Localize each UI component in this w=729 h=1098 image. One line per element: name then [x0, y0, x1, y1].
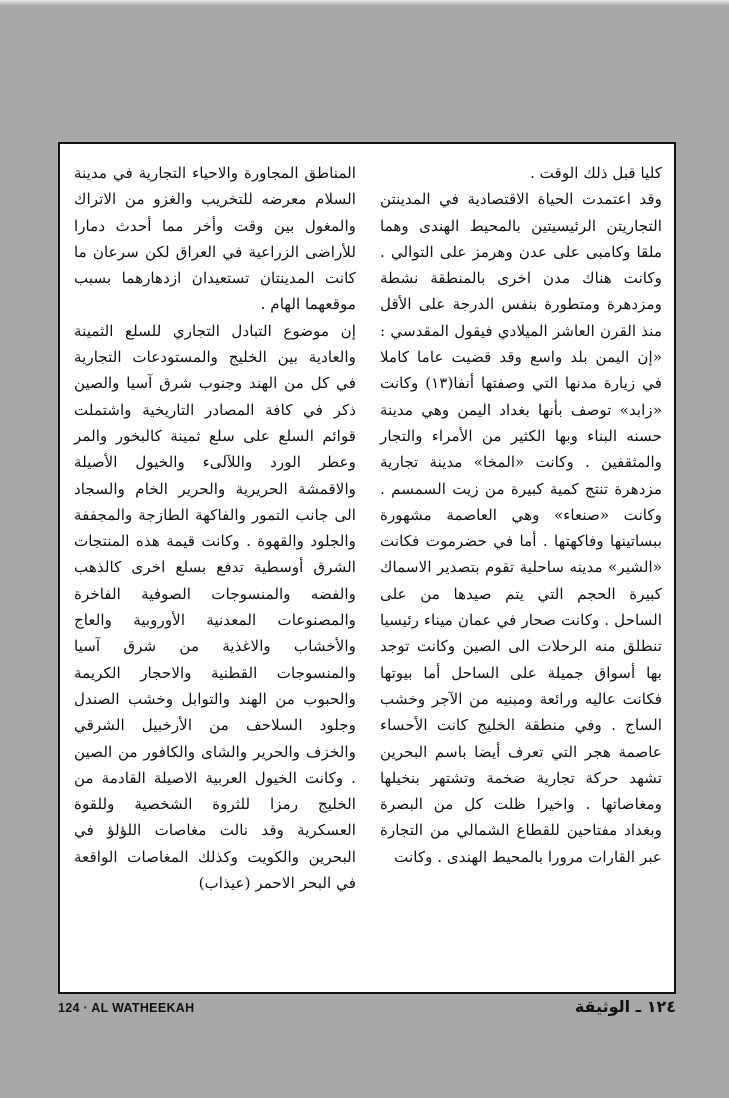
paragraph: المناطق المجاورة والاحياء التجارية في مدينة السلام معرضه للتخريب والغزو من الاتراك والمغول بين وقت وأخر مما أحدث دمارا للأراضى الزراعية في العراق لكن سرعان ما كانت المدينتان تستعيدان ازدهارهما بسبب موقعهما الهام .: [74, 164, 356, 314]
right-text-column: [380, 160, 662, 870]
scan-background: [0, 0, 729, 6]
paragraph: وقد اعتمدت الحياة الاقتصادية في المدينتن التجاريتن الرئيسيتين بالمحيط الهندى وهما ملقا وكامبى على عدن وهرمز على التوالي . وكانت هناك مدن اخرى بالمنطقة نشطة ومزدهرة ومتطورة بنفس الدرجة على الأقل منذ القرن العاشر الميلادي فيقول المقدسي : «إن اليمن بلد واسع وقد قضيت عاما كاملا في زيارة مدنها التي وصفتها أنفا(١٣) وكانت «زابد» توصف بأنها بغداد اليمن وهي مدينة حسنه البناء وبها الكثير من الأمراء والتجار والمثقفين . وكانت «المخا» مدينة تجارية مزدهرة تنتج كمية كبيرة من زيت السمسم . وكانت «صنعاء» وهي العاصمة مشهورة ببساتينها وفاكهتها . أما في حضرموت فكانت «الشير» مدينه ساحلية تقوم بتصدير الاسماك كبيرة الحجم التي يتم صيدها من على الساحل . وكانت صحار في عمان ميناء رئيسيا تنطلق منه الرحلات الى الصين وكانت توجد بها أسواق جميلة على الساحل أما بيوتها فكانت عاليه ورائعة ومبنيه من الآجر وخشب الساج . وفي منطقة الخليج كانت الأحساء عاصمة هجر التي تعرف أيضا باسم البحرين تشهد حركة تجارية ضخمة وتشتهر بنخيلها ومغاصاتها . واخيرا ظلت كل من البصرة وبغداد مفتاحين للقطاع الشمالي من التجارة عبر القارات مرورا بالمحيط الهندى . وكانت: [380, 190, 662, 866]
left-text-column: [74, 160, 356, 896]
article-page: [58, 142, 676, 994]
paragraph: إن موضوع التبادل التجاري للسلع الثمينة والعادية بين الخليج والمستودعات التجارية في كل من الهند وجنوب شرق آسيا والصين ذكر في كافة المصادر التاريخية واشتملت قوائم السلع على سلع ثمينة كالبخور والمر وعطر الورد واللآلىء والخيول الأصيلة والاقمشة الحريرية والحرير الخام والسجاد الى جانب التمور والفاكهة الطازجة والمجففة والجلود والقهوة . وكانت قيمة هذه المنتجات الشرق أوسطية تدفع بسلع اخرى كالذهب والفضه والمنسوجات الصوفية الفاخرة والمصنوعات المعدنية الأوروبية والعاج والأخشاب والاغذية من شرق آسيا والمنسوجات القطنية والاحجار الكريمة والحبوب من الهند والتوابل وخشب الصندل وجلود السلاحف من الأرخبيل الشرقي والخزف والحرير والشاى والكافور من الصين . وكانت الخيول العربية الاصيلة القادمة من الخليج رمزا للثروة الشخصية وللقوة العسكرية وقد نالت مغاصات اللؤلؤ في البحرين والكويت وكذلك المغاصات الواقعة في البحر الاحمر (عيذاب): [74, 321, 356, 893]
paragraph: كليا قبل ذلك الوقت .: [529, 164, 662, 182]
page-number-english: 124 · AL WATHEEKAH: [58, 1001, 195, 1015]
page-number-arabic: ١٢٤ ـ الوثيقة: [574, 997, 676, 1016]
page-footer: [58, 997, 676, 1023]
